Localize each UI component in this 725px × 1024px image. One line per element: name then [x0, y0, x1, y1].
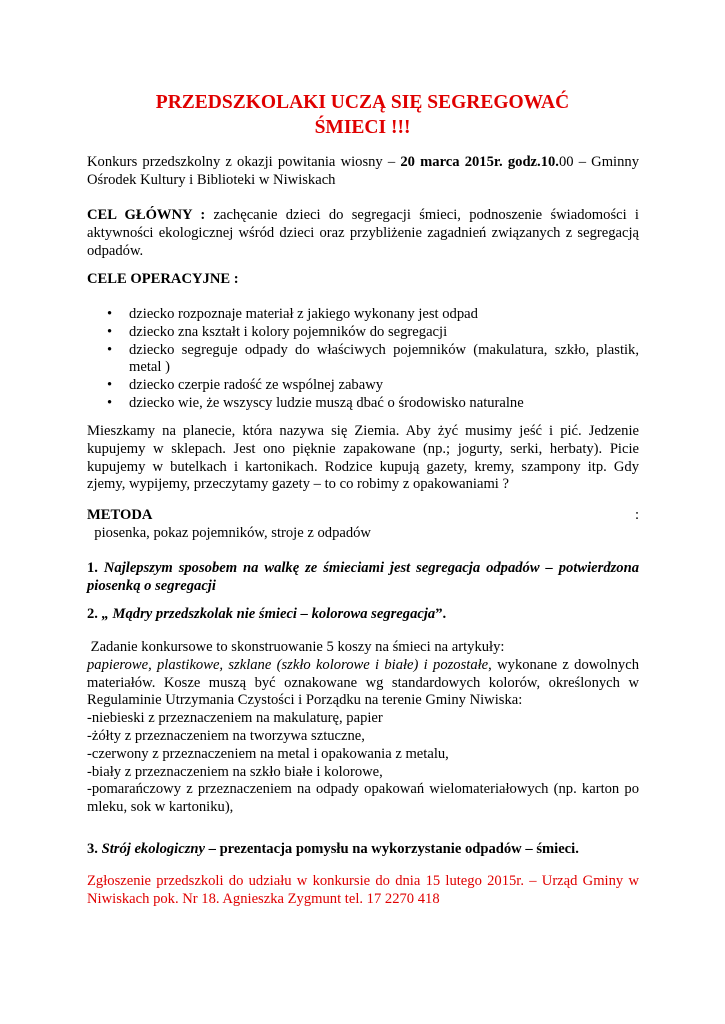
method-colon: : [634, 507, 639, 523]
method-label: METODA [87, 507, 153, 523]
operational-goals-list [87, 306, 639, 413]
title-line-1: PRZEDSZKOLAKI UCZĄ SIĘ SEGREGOWAĆ [155, 92, 570, 113]
intro-text: Konkurs przedszkolny z okazji powitania wiosny – [87, 154, 401, 170]
bin-item: -pomarańczowy z przeznaczeniem na odpady opakowań wielomateriałowych (np. karton po mleku, sok w kartoniku), [87, 781, 639, 816]
task-categories: papierowe, plastikowe, szklane (szkło kolorowe i białe) i pozostałe [87, 656, 489, 673]
bullet-icon: • [107, 377, 113, 394]
intro-date: 20 marca 2015r. godz.10. [400, 154, 559, 170]
operational-goals-heading: CELE OPERACYJNE : [87, 271, 239, 287]
list-item: • dziecko wie, że wszyscy ludzie muszą dbać o środowisko naturalne [107, 394, 524, 411]
method-text: piosenka, pokaz pojemników, stroje z odpadów [87, 524, 371, 541]
task-description: papierowe, plastikowe, szklane (szkło kolorowe i białe) i pozostałe, wykonane z dowolnych materiałów. Kosze muszą być oznakowane wg standardowych kolorów, określonych w Regulaminie Utrzymania Czystości i Porządku na terenie Gminy Niwiska: [87, 656, 639, 709]
point-3-text: – prezentacja pomysłu na wykorzystanie odpadów – śmieci. [204, 841, 579, 857]
bullet-icon: • [107, 323, 113, 340]
main-goal-text: zachęcanie dzieci do segregacji śmieci, podnoszenie świadomości i aktywności ekologicznej wśród dzieci oraz przybliżenie zagadnień związanych z segregacją odpadów. [87, 207, 639, 259]
task-intro: Zadanie konkursowe to skonstruowanie 5 koszy na śmieci na artykuły: [87, 639, 505, 655]
bin-item: -żółty z przeznaczeniem na tworzywa sztuczne, [87, 727, 365, 744]
point-1-text: Najlepszym sposobem na walkę ze śmieciami jest segregacja odpadów – potwierdzona piosenką o segregacji [87, 560, 640, 594]
list-item: • dziecko rozpoznaje materiał z jakiego wykonany jest odpad [107, 306, 478, 322]
bin-item: -niebieski z przeznaczeniem na makulaturę, papier [87, 710, 383, 727]
bullet-icon: • [107, 341, 113, 358]
list-item: • dziecko czerpie radość ze wspólnej zabawy [107, 377, 384, 394]
point-3: 3. Strój ekologiczny – prezentacja pomysłu na wykorzystanie odpadów – śmieci. [87, 841, 579, 857]
bullet-icon: • [107, 394, 113, 411]
intro-text-end: 00 – Gminny Ośrodek Kultury i Biblioteki w Niwiskach [87, 154, 639, 188]
point-3-title: Strój ekologiczny [101, 841, 205, 857]
intro-paragraph [87, 154, 639, 190]
point-2: 2. „ Mądry przedszkolak nie śmieci – kolorowa segregacja”. [87, 606, 447, 622]
registration-notice: Zgłoszenie przedszkoli do udziału w konkursie do dnia 15 lutego 2015r. – Urząd Gminy w Niwiskach pok. Nr 18. Agnieszka Zygmunt tel. 17 2270 418 [87, 873, 639, 907]
list-item: • dziecko segreguje odpady do właściwych pojemników (makulatura, szkło, plastik, metal ) [107, 341, 639, 376]
list-item: • dziecko zna kształt i kolory pojemników do segregacji [107, 323, 448, 340]
bin-item: -czerwony z przeznaczeniem na metal i opakowania z metalu, [87, 745, 449, 762]
method-section [87, 507, 639, 543]
context-paragraph: Mieszkamy na planecie, która nazywa się Ziemia. Aby żyć musimy jeść i pić. Jedzenie kupujemy w sklepach. Jest ono pięknie zapakowane (np.; jogurty, serki, herbaty). Picie kupujemy w butelkach i kartonikach. Rodzice kupują gazety, kremy, szampony itp. Gdy zjemy, wypijemy, przeczytamy gazety – to co robimy z opakowaniami ? [87, 423, 639, 493]
title-line-2: ŚMIECI !!! [314, 117, 411, 138]
main-goal-label: CEL GŁÓWNY : [87, 207, 206, 223]
bullet-icon: • [107, 306, 113, 322]
task-section [87, 639, 639, 817]
method-heading-line [87, 507, 639, 525]
point-1: 1. Najlepszym sposobem na walkę ze śmieciami jest segregacja odpadów – potwierdzona piosenką o segregacji [87, 560, 640, 594]
point-2-text: „ Mądry przedszkolak nie śmieci – kolorowa segregacja [101, 606, 436, 622]
bin-item: -biały z przeznaczeniem na szkło białe i kolorowe, [87, 763, 383, 780]
main-goal-paragraph [87, 207, 639, 260]
